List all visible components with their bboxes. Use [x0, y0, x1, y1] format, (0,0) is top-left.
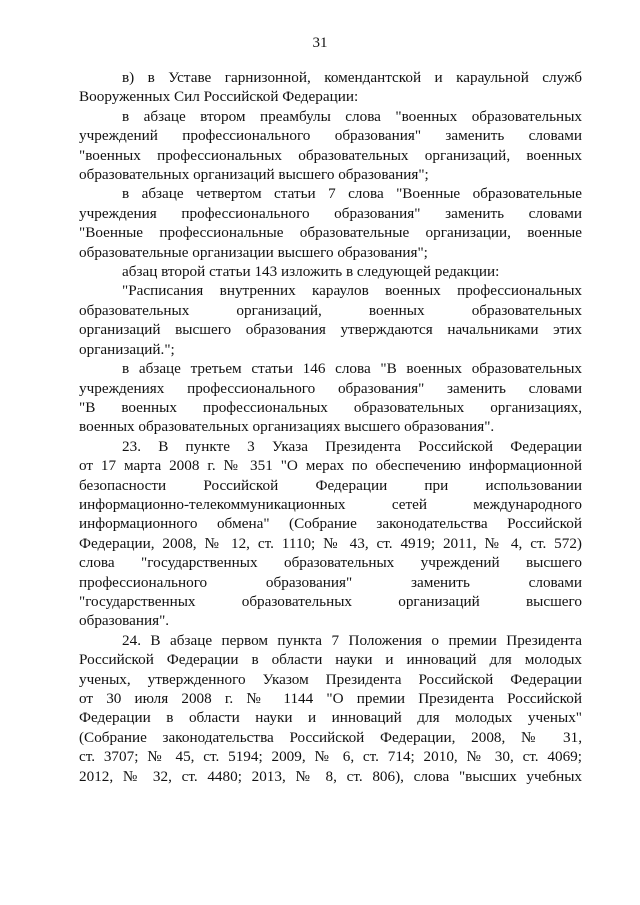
paragraph [79, 359, 582, 437]
text-line: "В военных профессиональных образовательных организациях, [79, 398, 582, 416]
text-line: профессионального образования" заменить словами [79, 573, 582, 591]
paragraph [79, 262, 582, 281]
text-line: абзац второй статьи 143 изложить в следующей редакции: [122, 263, 500, 281]
text-line: Федерации, 2008, № 12, ст. 1110; № 43, ст. 4919; 2011, № 4, ст. 572) [79, 534, 582, 552]
text-line: 24. В абзаце первом пункта 7 Положения о премии Президента [122, 631, 582, 649]
paragraph [79, 107, 582, 185]
text-line: слова "государственных образовательных учреждений высшего [79, 554, 582, 572]
paragraph [79, 631, 582, 786]
text-line: организаций."; [79, 340, 175, 358]
text-line: ст. 3707; № 45, ст. 5194; 2009, № 6, ст. 714; 2010, № 30, ст. 4069; [79, 748, 582, 766]
text-line: от 17 марта 2008 г. № 351 "О мерах по обеспечению информационной [79, 457, 582, 475]
paragraph [79, 281, 582, 359]
paragraph [79, 437, 582, 631]
text-line: организаций высшего образования утверждаются начальниками этих [79, 321, 582, 339]
text-line: 2012, № 32, ст. 4480; 2013, № 8, ст. 806), слова "высших учебных [79, 767, 582, 785]
page-number: 31 [312, 35, 328, 51]
text-line: образования". [79, 612, 170, 630]
text-line: информационного обмена" (Собрание законодательства Российской [79, 515, 582, 533]
text-line: образовательных организаций, военных образовательных [79, 301, 582, 319]
document-body [79, 68, 582, 786]
text-line: учреждениях профессионального образования" заменить словами [79, 379, 582, 397]
text-line: учреждений профессионального образования" заменить словами [79, 127, 582, 145]
text-line: "Расписания внутренних караулов военных профессиональных [122, 282, 582, 300]
text-line: Российской Федерации в области науки и инноваций для молодых [79, 651, 582, 669]
text-line: учреждения профессионального образования" заменить словами [79, 204, 582, 222]
text-line: в) в Уставе гарнизонной, комендантской и караульной служб [122, 69, 582, 86]
text-line: информационно-телекоммуникационных сетей международного [79, 495, 582, 513]
text-line: образовательных организаций высшего образования"; [79, 166, 429, 184]
text-line: от 30 июля 2008 г. № 1144 "О премии Президента Российской [79, 690, 582, 707]
paragraph [79, 68, 582, 107]
text-line: в абзаце третьем статьи 146 слова "В военных образовательных [122, 360, 582, 378]
text-line: Федерации в области науки и инноваций для молодых ученых" [79, 709, 582, 727]
text-line: военных образовательных организациях высшего образования". [79, 418, 495, 436]
text-line: "Военные профессиональные образовательные организации, военные [79, 224, 582, 242]
text-line: в абзаце четвертом статьи 7 слова "Военные образовательные [122, 185, 582, 203]
text-line: Вооруженных Сил Российской Федерации: [79, 88, 359, 106]
text-line: образовательные организации высшего образования"; [79, 243, 428, 261]
text-line: безопасности Российской Федерации при использовании [79, 476, 582, 494]
text-line: ученых, утвержденного Указом Президента Российской Федерации [79, 670, 582, 688]
text-line: "государственных образовательных организаций высшего [79, 592, 582, 610]
paragraph [79, 184, 582, 262]
text-line: "военных профессиональных образовательных организаций, военных [79, 146, 582, 164]
text-line: 23. В пункте 3 Указа Президента Российской Федерации [122, 437, 582, 455]
text-line: в абзаце втором преамбулы слова "военных образовательных [122, 107, 582, 125]
text-line: (Собрание законодательства Российской Федерации, 2008, № 31, [79, 728, 582, 746]
